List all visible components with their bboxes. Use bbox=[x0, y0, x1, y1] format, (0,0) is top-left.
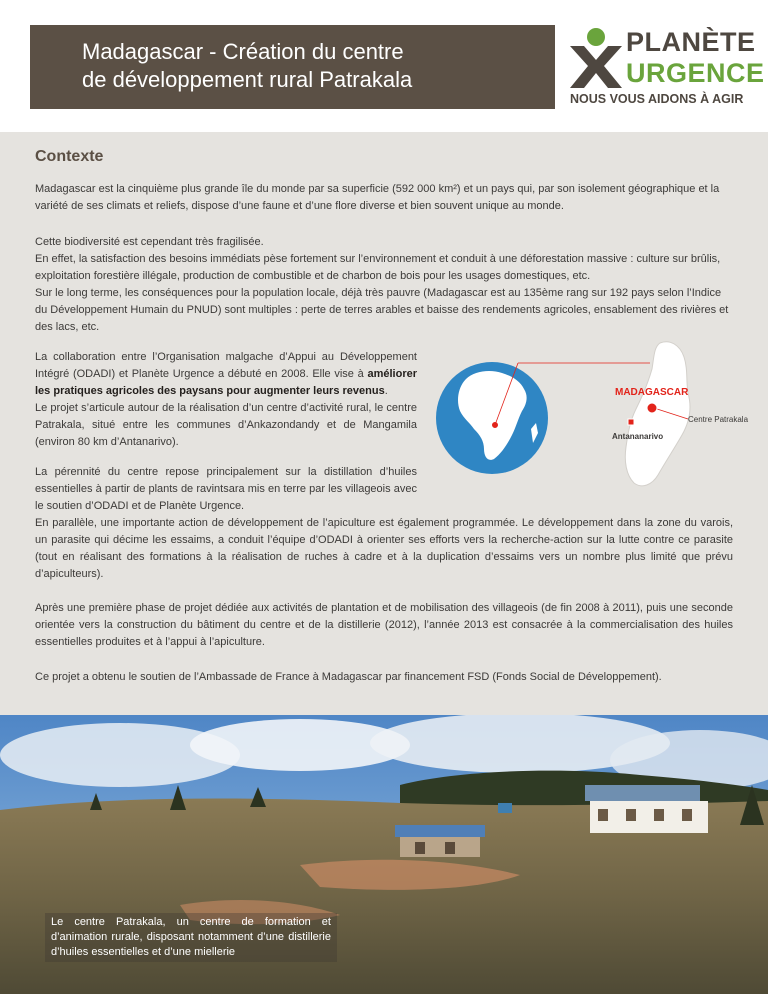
logo-tagline: NOUS VOUS AIDONS À AGIR bbox=[570, 92, 744, 106]
distillery-building bbox=[395, 825, 485, 857]
paragraph-1: Madagascar est la cinquième plus grande île du monde par sa superficie (592 000 km²) et un pays qui, par son isolement géographique et la variété de ses climats et reliefs, dispose d’une faune et d’une flore diverse et bien souvent unique au monde. bbox=[35, 183, 720, 212]
logo-figure-icon bbox=[566, 26, 626, 90]
paragraph-4 bbox=[35, 464, 733, 583]
paragraph-3-project: Le projet s’articule autour de la réalisation d’un centre d’activité rural, le centre Patrakala, situé entre les communes d’Ankazondandy et de Mangamila (environ 80 km d’Antanarivo). bbox=[35, 402, 417, 448]
map-label-madagascar: MADAGASCAR bbox=[615, 387, 689, 398]
paragraph-3-period: . bbox=[384, 385, 388, 397]
paragraph-5: Après une première phase de projet dédiée aux activités de plantation et de mobilisation des villageois (de fin 2008 à 2011), puis une seconde orientée vers la construction du bâtiment du centre et de la distillerie (2012), l’année 2013 est consacrée à la commercialisation des huiles essentielles produites et à l’appui à l’apiculture. bbox=[35, 602, 733, 648]
center-marker bbox=[647, 403, 657, 413]
paragraph-2-line-3: Sur le long terme, les conséquences pour la population locale, déjà très pauvre (Madagascar est au 135ème rang sur 192 pays selon l’Indice du Développement Humain du PNUD) sont multiples : perte de terres arables et baisse des rendements agricoles, ensablement des rivières et des lacs, etc. bbox=[35, 287, 729, 333]
paragraph-3 bbox=[35, 349, 417, 451]
paragraph-2-line-2: En effet, la satisfaction des besoins immédiats pèse fortement sur l’environnement et conduit à une déforestation massive : culture sur brûlis, exploitation forestière illégale, production de combustible et de charbon de bois pour les usages domestiques, etc. bbox=[35, 253, 721, 282]
logo-word-planete: PLANÈTE bbox=[626, 27, 756, 57]
map-label-centre-patrakala: Centre Patrakala bbox=[688, 415, 749, 424]
title-banner bbox=[30, 25, 555, 109]
paragraph-4-line-1: La pérennité du centre repose principalement sur la distillation d’huiles essentielles à partir de plants de ravintsara mis en terre par les villageois avec le soutien d’ODADI et de Planète Urgence. bbox=[35, 466, 417, 512]
paragraph-4-line-2: En parallèle, une importante action de développement de l’apiculture est également programmée. Le développement dans la zone du varois, un parasite qui décime les essaims, a conduit l’équipe d’ODADI à orienter ses efforts vers la recherche-action sur la lutte contre ce parasite (tout en réalisant des formations à la réalisation de ruches à cadre et à la duplication d’essaims vers un nombre plus limité que prévu d’apiculteurs). bbox=[35, 517, 733, 580]
planete-urgence-logo bbox=[566, 24, 765, 110]
photo-caption: Le centre Patrakala, un centre de formation et d’animation rurale, disposant notamment d’une distillerie d’huiles essentielles et d’une miellerie bbox=[45, 913, 337, 962]
centre-building bbox=[585, 785, 708, 833]
paragraph-3-highlight: améliorer les pratiques agricoles des paysans pour augmenter leurs revenus bbox=[35, 368, 417, 397]
page-title bbox=[82, 38, 412, 94]
title-line-1: Madagascar - Création du centre bbox=[82, 39, 404, 64]
header-band bbox=[0, 0, 768, 132]
map-label-antananarivo: Antananarivo bbox=[612, 432, 664, 441]
paragraph-6: Ce projet a obtenu le soutien de l’Ambassade de France à Madagascar par financement FSD (Fonds Social de Développement). bbox=[35, 671, 662, 683]
section-heading: Contexte bbox=[35, 148, 104, 165]
paragraph-2-line-1: Cette biodiversité est cependant très fragilisée. bbox=[35, 236, 264, 248]
paragraph-3-text: La collaboration entre l’Organisation malgache d’Appui au Développement Intégré (ODADI) et Planète Urgence a débuté en 2008. Elle vise à bbox=[35, 351, 417, 380]
logo-word-urgence: URGENCE bbox=[626, 58, 765, 88]
capital-marker bbox=[628, 419, 634, 425]
paragraph-2 bbox=[35, 234, 733, 336]
title-line-2: de développement rural Patrakala bbox=[82, 67, 413, 92]
